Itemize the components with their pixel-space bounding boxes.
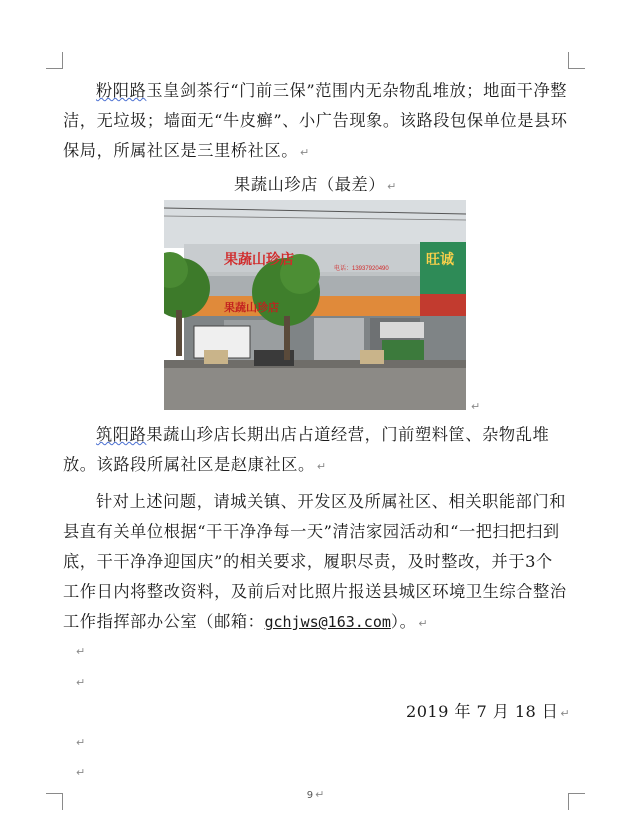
paragraph-fenyang-road[interactable] xyxy=(63,76,569,168)
paragraph-mark-icon: ↵ xyxy=(560,707,571,720)
paragraph-mark-icon: ↵ xyxy=(471,400,481,413)
sign-phone-text: 电话：13937920490 xyxy=(334,266,389,272)
sign-main-text: 果蔬山珍店 xyxy=(224,251,294,267)
storefront-photo[interactable] xyxy=(164,200,466,410)
empty-paragraph-mark-icon[interactable]: ↵ xyxy=(76,645,86,658)
paragraph-mark-icon: ↵ xyxy=(418,617,429,630)
paragraph-text: 果蔬山珍店长期出店占道经营，门前塑料筐、杂物乱堆放。该路段所属社区是赵康社区。 xyxy=(63,425,550,474)
sign-lower-text: 果蔬山珍店 xyxy=(224,302,279,314)
paragraph-mark-icon: ↵ xyxy=(316,460,327,473)
paragraph-mark-icon: ↵ xyxy=(300,146,310,159)
paragraph-text: 玉皇剑茶行“门前三保”范围内无杂物乱堆放；地面干净整洁，无垃圾；墙面无“牛皮癣”、小广告现象。该路段包保单位是县环保局，所属社区是三里桥社区。 xyxy=(63,81,568,160)
paragraph-text: 针对上述问题，请城关镇、开发区及所属社区、相关职能部门和县直有关单位根据“干干净净每一天”清洁家园活动和“一把扫把扫到底，干干净净迎国庆”的相关要求，履职尽责，及时整改，并于3个工作日内将整改资料，及前后对比照片报送县城区环境卫生综合整治工作指挥部办公室（邮箱： xyxy=(63,492,567,631)
email-link[interactable]: gchjws@163.com xyxy=(264,613,391,631)
paragraph-end: ）。 xyxy=(390,612,417,631)
paragraph-zhuyang-road[interactable] xyxy=(63,420,569,482)
empty-paragraph-mark-icon[interactable]: ↵ xyxy=(76,766,86,779)
empty-paragraph-mark-icon[interactable]: ↵ xyxy=(76,736,86,749)
crop-mark-top-left xyxy=(46,52,63,69)
photo-caption[interactable]: 果蔬山珍店（最差） ↵ xyxy=(234,175,397,194)
paragraph-rectification-request[interactable] xyxy=(63,487,569,639)
road-name: 筑阳路 xyxy=(96,425,147,444)
road-name: 粉阳路 xyxy=(96,81,147,100)
paragraph-mark-icon: ↵ xyxy=(387,180,397,193)
page-number: 9 ↵ xyxy=(306,788,325,801)
document-date[interactable]: 2019 年 7 月 18 日 ↵ xyxy=(406,702,571,721)
paragraph-mark-icon: ↵ xyxy=(315,788,325,801)
crop-mark-top-right xyxy=(568,52,585,69)
empty-paragraph-mark-icon[interactable]: ↵ xyxy=(76,676,86,689)
sign-right-text: 旺诚 xyxy=(426,251,454,267)
